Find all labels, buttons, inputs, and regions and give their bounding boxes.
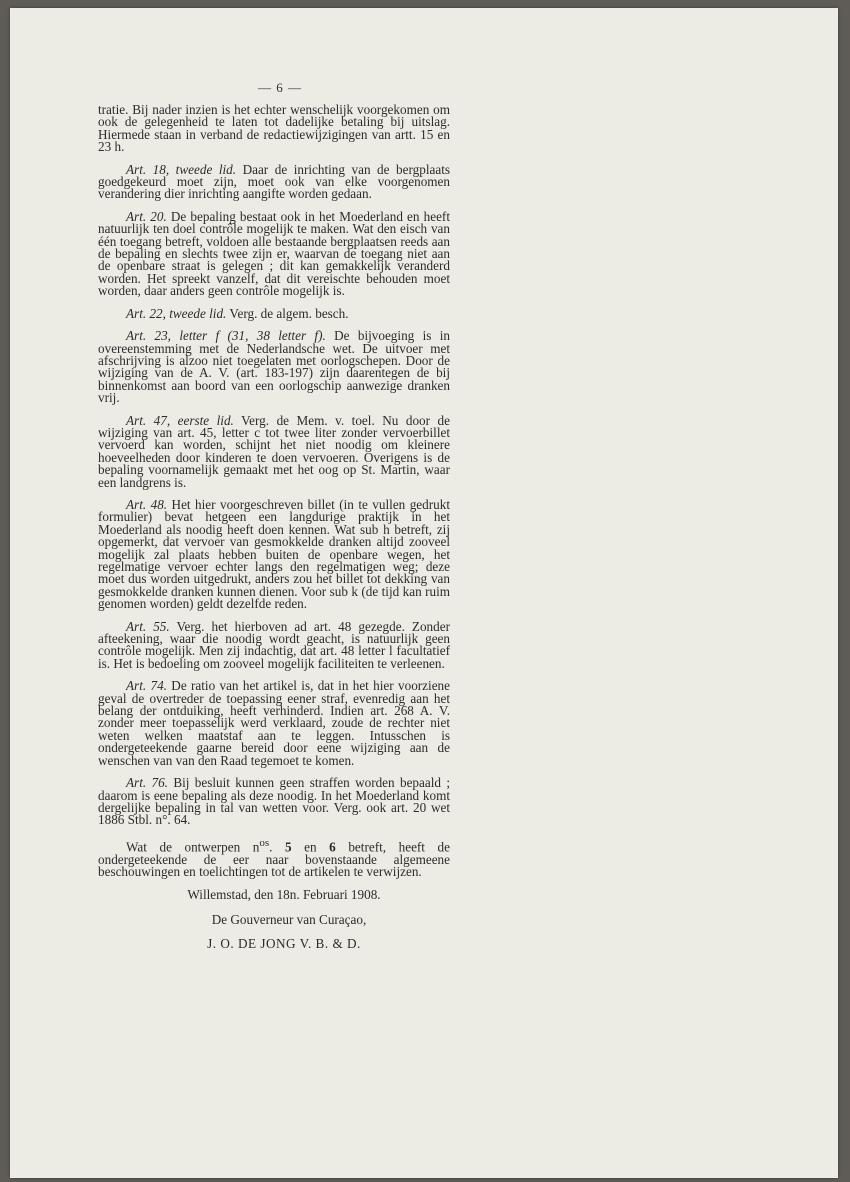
article-reference: Art. 76. (126, 775, 168, 791)
paragraph-text: Verg. het hierboven ad art. 48 gezegde. Zonder afteekening, waar die noodig wordt geacht, is natuurlijk geen contrôle mogelijk. Men zij indachtig, dat art. 48 letter l facultatief is. Het is bedoeling om zooveel mogelijk faciliteiten te verleenen. (98, 618, 450, 671)
paragraph-text: Daar de inrichting van de bergplaats goedgekeurd moet zijn, moet ook van elke voorgenomen verandering dier inrichting aangifte worden gedaan. (98, 161, 450, 202)
paragraph-art-23 (98, 330, 450, 404)
paragraph-text: Verg. de Mem. v. toel. Nu door de wijziging van art. 45, letter c tot twee liter zonder vervoerbillet vervoerd kan worden, schijnt het niet noodig om kleinere hoeveelheden door kinderen te doen vervoeren. Overigens is de bepaling voornamelijk gemaakt met het oog op St. Martin, waar een landgrens is. (98, 412, 450, 490)
signature-place-date: Willemstad, den 18n. Februari 1908. (187, 887, 381, 903)
paragraph-text: Het hier voorgeschreven billet (in te vullen gedrukt formulier) bevat hetgeen een langdurige praktijk in het Moederland als noodig heeft doen kennen. Wat sub h betreft, zij opgemerkt, dat vervoer van gesmokkelde dranken altijd zooveel mogelijk zal plaats hebben buiten de openbare wegen, het regelmatige vervoer echter langs den regelmatigen weg; deze moet dus worden uitgedrukt, anders zou het billet tot dekking van gesmokkelde dranken kunnen dienen. Voor sub k (de tijd kan ruim genomen worden) geldt dezelfde reden. (98, 496, 450, 612)
signature-title: De Gouverneur van Curaçao, (211, 911, 367, 927)
paragraph-art-76 (98, 777, 450, 827)
paragraph-art-22 (98, 305, 450, 321)
paragraph-continuation (98, 104, 450, 154)
body-text (98, 104, 450, 963)
closing-superscript: os (259, 836, 270, 849)
paragraph-text: Bij besluit kunnen geen straffen worden bepaald ; daarom is eene bepaling als deze noodig. In het Moederland komt dergelijke bepaling in tal van wetten voor. Verg. ook art. 20 wet 1886 Stbl. n°. 64. (98, 775, 450, 828)
paragraph-text: tratie. Bij nader inzien is het echter wenschelijk voorgekomen om ook de gelegenheid te laten tot dadelijke betaling bij uitslag. Hiermede staan in verband de redactiewijzigingen van artt. 15 en 23 h. (98, 102, 450, 155)
closing-number-5: 5 (284, 839, 292, 855)
article-reference: Art. 18, tweede lid. (126, 161, 237, 177)
page-number: — 6 — (258, 80, 302, 95)
article-reference: Art. 48. (126, 496, 168, 512)
paragraph-text: De bepaling bestaat ook in het Moederland en heeft natuurlijk ten doel contrôle mogelijk te maken. Wat den eisch van één toegang betreft, voldoen alle bestaande bergplaatsen reeds aan de bepaling en slechts twee zijn er, waarvan de toegang niet aan de openbare straat is gelegen ; dit kan gemakkelijk veranderd worden. Het spreekt vanzelf, dat dit vereischte behouden moet worden, daar anders geen contrôle mogelijk is. (98, 208, 450, 299)
article-reference: Art. 20. (126, 208, 167, 224)
paragraph-art-48 (98, 496, 450, 612)
closing-text-2: . (269, 839, 285, 855)
paragraph-art-55 (98, 618, 450, 671)
paragraph-text: Verg. de algem. besch. (226, 305, 349, 321)
closing-paragraph (98, 837, 450, 879)
closing-number-6: 6 (329, 839, 336, 855)
paragraph-art-74 (98, 680, 450, 767)
closing-text-1: Wat de ontwerpen n (126, 839, 260, 855)
article-reference: Art. 47, eerste lid. (126, 412, 234, 428)
article-reference: Art. 74. (126, 678, 167, 694)
paragraph-text: De ratio van het artikel is, dat in het hier voorziene geval de overtreder de toepassing eener straf, evenredig aan het belang der ontduiking, heeft verhinderd. Indien art. 268 A. V. zonder meer toepasselijk werd verklaard, zoude de rechter niet weten welken maatstaf aan te leggen. Intusschen is ondergeteekende gaarne bereid door eene wijziging aan de wenschen van van den Raad tegemoet te komen. (98, 678, 450, 768)
closing-text-4: betreft, heeft de ondergeteekende de eer naar bovenstaande algemeene beschouwingen en toelichtingen tot de artikelen te verwijzen. (98, 839, 450, 879)
paragraph-art-18 (98, 161, 450, 202)
document-page (10, 8, 838, 1178)
paragraph-text: De bijvoeging is in overeenstemming met de Nederlandsche wet. De uitvoer met afschrijving is alzoo niet toegelaten met oorlogschepen. Door de wijziging van de A. V. (art. 183-197) zijn daarentegen de bij binnenkomst aan boord van een oorlogschip aanwezige dranken vrij. (98, 328, 450, 406)
paragraph-art-47 (98, 412, 450, 490)
article-reference: Art. 23, letter f (31, 38 letter f). (126, 328, 326, 344)
paragraph-art-20 (98, 208, 450, 299)
article-reference: Art. 22, tweede lid. (126, 305, 227, 321)
article-reference: Art. 55. (126, 618, 170, 634)
signature-name: J. O. DE JONG V. B. & D. (207, 936, 361, 952)
closing-text-3: en (291, 839, 330, 855)
